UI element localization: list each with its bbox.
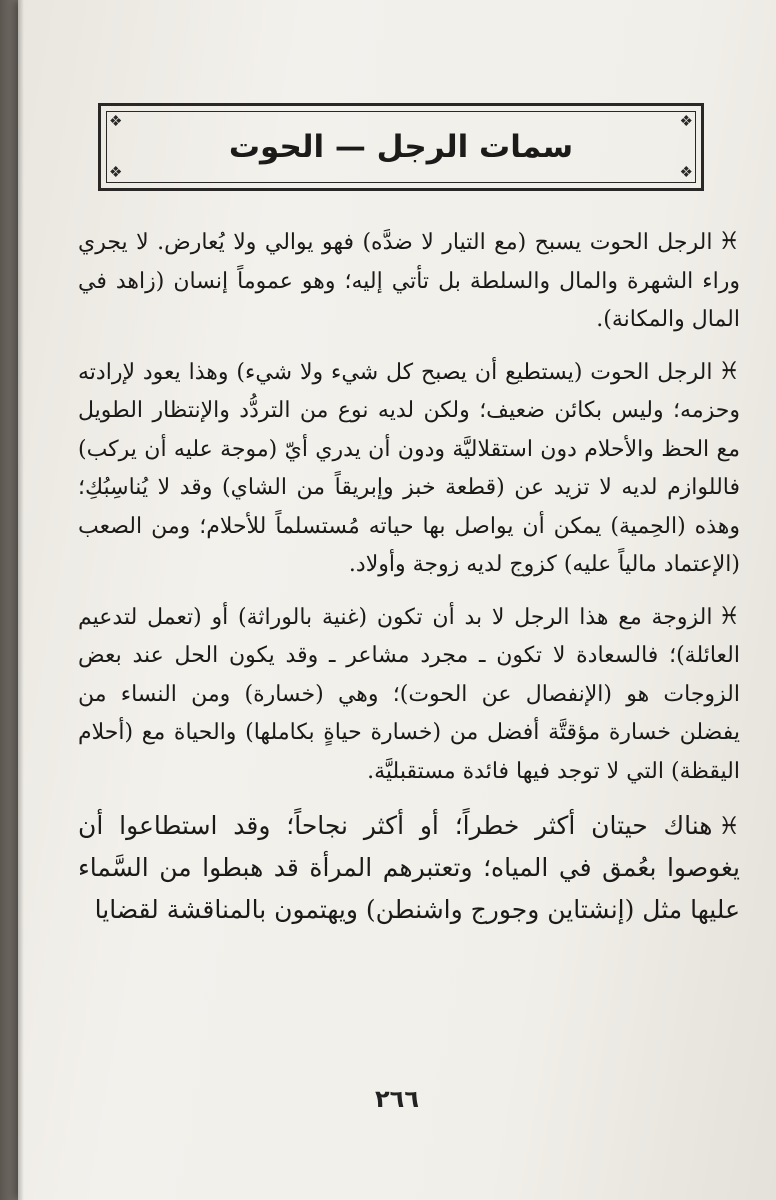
ornament-corner-icon: ❖ xyxy=(109,163,123,181)
chapter-title: سمات الرجل — الحوت xyxy=(228,129,574,165)
pisces-icon: ♓ xyxy=(718,227,740,255)
paragraph-text: الزوجة مع هذا الرجل لا بد أن تكون (غنية بالوراثة) أو (تعمل لتدعيم العائلة)؛ فالسعادة لا تكون ـ مجرد مشاعر ـ وقد يكون الحل عند بعض الزوجات هو (الإنفصال عن الحوت)؛ وهي (خسارة) ومن النساء من يفضلن خسارة مؤقتَّة أفضل من (خسارة حياةٍ بكاملها) والحياة مع (أحلام اليقظة) التي لا توجد فيها فائدة مستقبليَّة. xyxy=(78,604,740,784)
paragraph-1 xyxy=(78,222,740,340)
chapter-header-frame xyxy=(98,103,704,191)
ornament-corner-icon: ❖ xyxy=(679,163,693,181)
pisces-icon: ♓ xyxy=(718,356,740,385)
ornament-corner-icon: ❖ xyxy=(109,112,123,130)
pisces-icon: ♓ xyxy=(718,812,740,840)
paragraph-4 xyxy=(78,805,740,931)
paragraph-2 xyxy=(78,352,740,585)
body-text xyxy=(78,222,740,943)
paragraph-3 xyxy=(78,597,740,792)
paragraph-text: الرجل الحوت يسبح (مع التيار لا ضدَّه) فهو يوالي ولا يُعارض. لا يجري وراء الشهرة والمال والسلطة بل تأتي إليه؛ وهو عموماً إنسان (زاهد في المال والمكانة). xyxy=(78,230,740,332)
page-number: ٢٦٦ xyxy=(375,1085,419,1113)
paragraph-text: الرجل الحوت (يستطيع أن يصبح كل شيء ولا شيء) وهذا يعود لإرادته وحزمه؛ وليس بكائن ضعيف؛ ولكن لديه نوع من التردُّد والإنتظار الطويل مع الحظ والأحلام دون استقلاليَّة ودون أن يدري أيّ (موجة عليه أن يركب) فاللوازم لديه لا تزيد عن (قطعة خبز وإبريقاً من الشاي) وقد لا يُناسِبُكِ؛ وهذه (الحِمية) يمكن أن يواصل بها حياته مُستسلماً للأحلام؛ ومن الصعب (الإعتماد مالياً عليه) كزوج لديه زوجة وأولاد. xyxy=(78,359,740,577)
paragraph-text: هناك حيتان أكثر خطراً؛ أو أكثر نجاحاً؛ وقد استطاعوا أن يغوصوا بعُمق في المياه؛ وتعتبرهم المرأة قد هبطوا من السَّماء عليها مثل (إنشتاين وجورج واشنطن) ويهتمون بالمناقشة لقضايا xyxy=(78,811,740,924)
pisces-icon: ♓ xyxy=(718,601,740,630)
book-page xyxy=(18,0,776,1200)
ornament-corner-icon: ❖ xyxy=(679,112,693,130)
